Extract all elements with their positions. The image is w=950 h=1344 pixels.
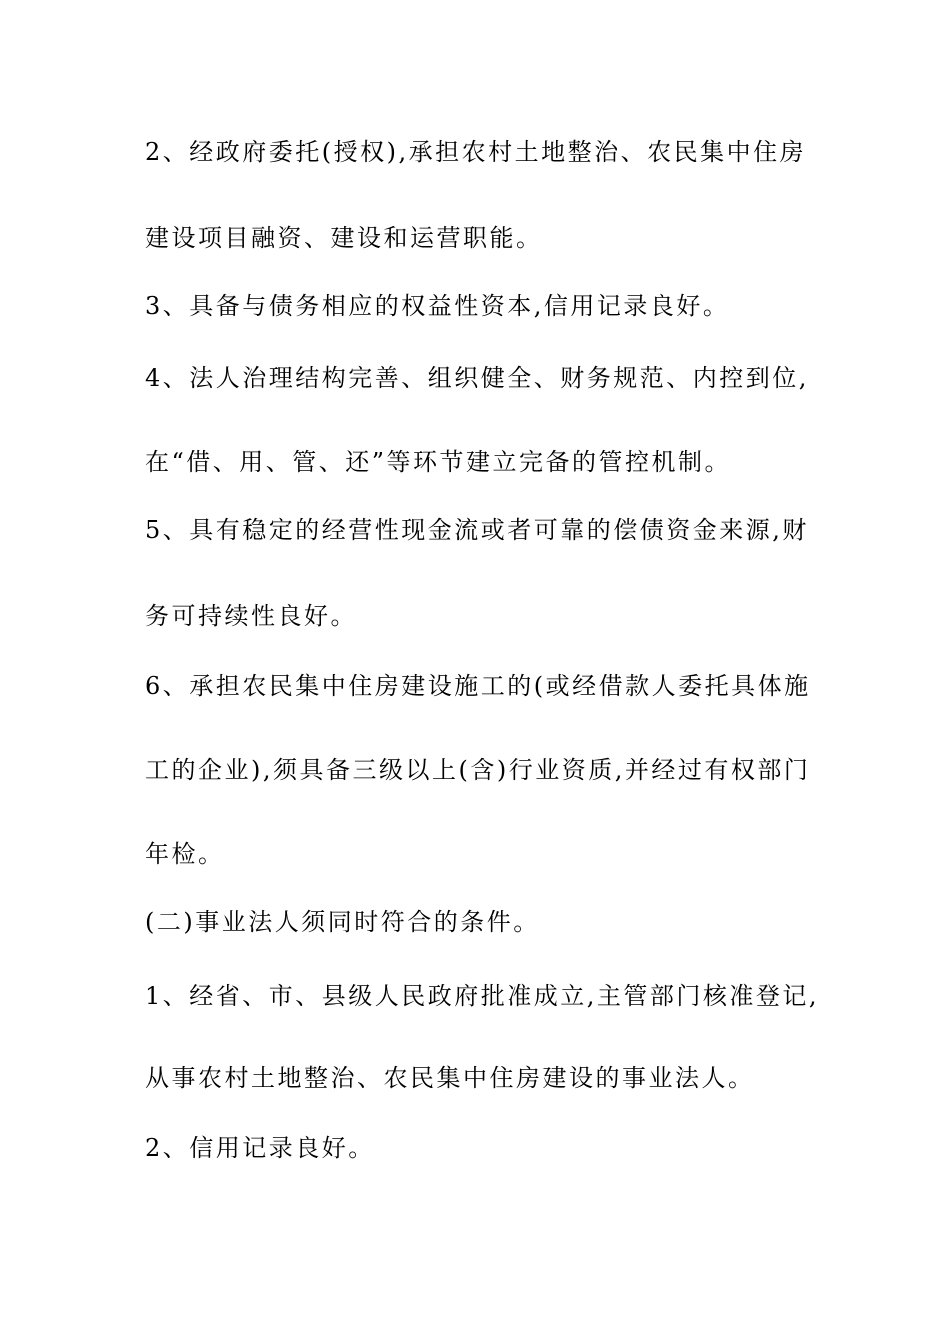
text-line: 建设项目融资、建设和运营职能。 bbox=[145, 224, 543, 252]
text-line: 务可持续性良好。 bbox=[145, 602, 357, 630]
text-line: 工的企业),须具备三级以上(含)行业资质,并经过有权部门 bbox=[145, 756, 811, 784]
text-line: 2、信用记录良好。 bbox=[145, 1134, 375, 1162]
text-line: 2、经政府委托(授权),承担农村土地整治、农民集中住房 bbox=[145, 138, 807, 166]
text-line: 6、承担农民集中住房建设施工的(或经借款人委托具体施 bbox=[145, 672, 811, 700]
text-line: 4、法人治理结构完善、组织健全、财务规范、内控到位, bbox=[145, 364, 809, 392]
text-line: 5、具有稳定的经营性现金流或者可靠的偿债资金来源,财 bbox=[145, 516, 809, 544]
text-line: 从事农村土地整治、农民集中住房建设的事业法人。 bbox=[145, 1064, 755, 1092]
text-line: 在“借、用、管、还”等环节建立完备的管控机制。 bbox=[145, 448, 732, 476]
text-line: 年检。 bbox=[145, 840, 225, 868]
text-line: 1、经省、市、县级人民政府批准成立,主管部门核准登记, bbox=[145, 982, 820, 1010]
section-heading: (二)事业法人须同时符合的条件。 bbox=[145, 908, 540, 936]
text-line: 3、具备与债务相应的权益性资本,信用记录良好。 bbox=[145, 292, 730, 320]
